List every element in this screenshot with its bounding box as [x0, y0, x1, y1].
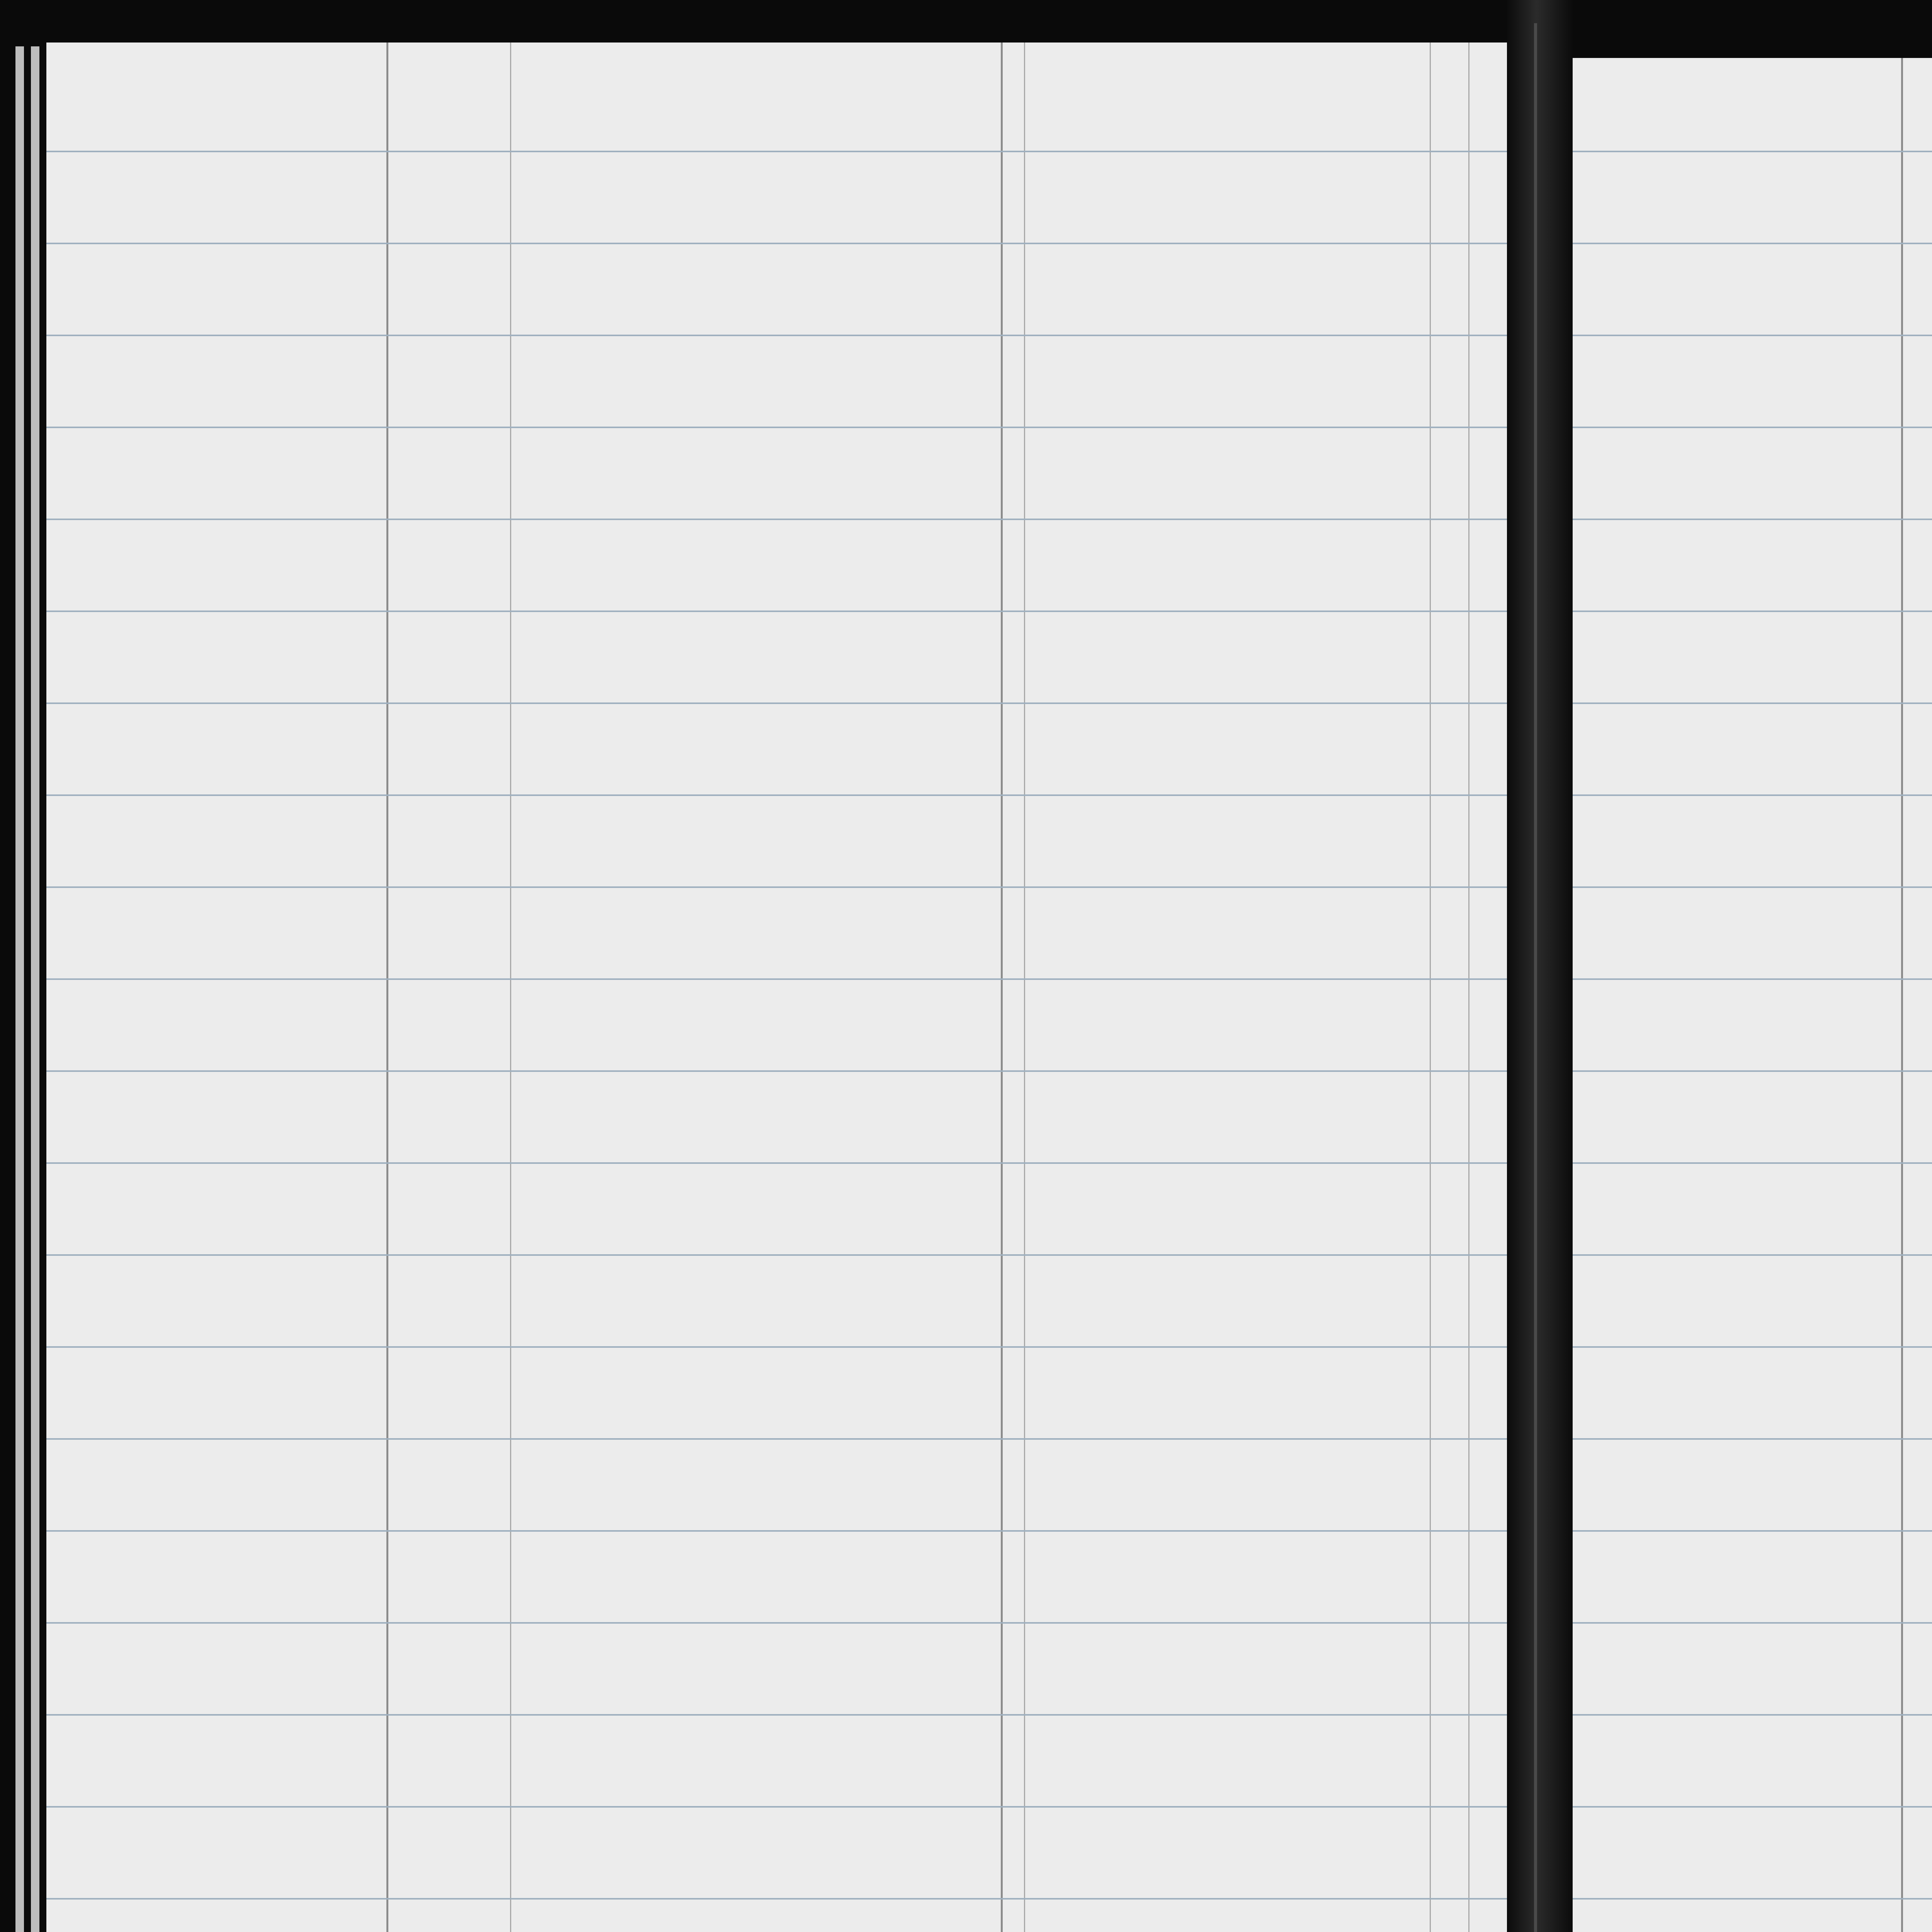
- row-rule: [46, 1254, 1530, 1256]
- column-divider: [1468, 43, 1469, 1932]
- row-rule: [1553, 427, 1932, 428]
- row-rule: [46, 1346, 1530, 1348]
- row-rule: [46, 611, 1530, 612]
- row-rule: [46, 1806, 1530, 1808]
- row-rule: [1553, 1622, 1932, 1624]
- row-rule: [1553, 1070, 1932, 1072]
- row-rule: [46, 886, 1530, 888]
- row-rule: [46, 1622, 1530, 1624]
- row-rule: [1553, 519, 1932, 520]
- column-divider: [1901, 58, 1903, 1932]
- row-rule: [46, 1714, 1530, 1716]
- row-rule: [46, 794, 1530, 796]
- row-rule: [46, 243, 1530, 244]
- row-rule: [1553, 611, 1932, 612]
- left-page: [46, 43, 1530, 1932]
- row-rule: [1553, 702, 1932, 704]
- column-divider: [1024, 43, 1025, 1932]
- row-rule: [1553, 1714, 1932, 1716]
- column-divider: [1001, 43, 1003, 1932]
- page-stack-edge: [31, 46, 39, 1932]
- row-rule: [46, 1530, 1530, 1532]
- row-rule: [46, 1070, 1530, 1072]
- row-rule: [46, 427, 1530, 428]
- column-divider: [1430, 43, 1431, 1932]
- row-rule: [46, 1438, 1530, 1440]
- page-stack-edge: [15, 46, 24, 1932]
- row-rule: [1553, 978, 1932, 980]
- row-rule: [46, 519, 1530, 520]
- row-rule: [46, 151, 1530, 152]
- row-rule: [46, 1162, 1530, 1164]
- row-rule: [1553, 1438, 1932, 1440]
- row-rule: [46, 702, 1530, 704]
- column-divider: [386, 43, 388, 1932]
- row-rule: [46, 978, 1530, 980]
- row-rule: [1553, 1162, 1932, 1164]
- row-rule: [1553, 794, 1932, 796]
- row-rule: [1553, 1346, 1932, 1348]
- row-rule: [1553, 151, 1932, 152]
- row-rule: [1553, 1254, 1932, 1256]
- column-divider: [510, 43, 511, 1932]
- row-rule: [1553, 886, 1932, 888]
- row-rule: [46, 1898, 1530, 1900]
- row-rule: [1553, 335, 1932, 336]
- row-rule: [1553, 1806, 1932, 1808]
- row-rule: [1553, 1530, 1932, 1532]
- row-rule: [1553, 1898, 1932, 1900]
- row-rule: [46, 335, 1530, 336]
- binding-thread: [1534, 23, 1537, 1932]
- row-rule: [1553, 243, 1932, 244]
- right-page: [1553, 58, 1932, 1932]
- binding-gutter: [1507, 0, 1573, 1932]
